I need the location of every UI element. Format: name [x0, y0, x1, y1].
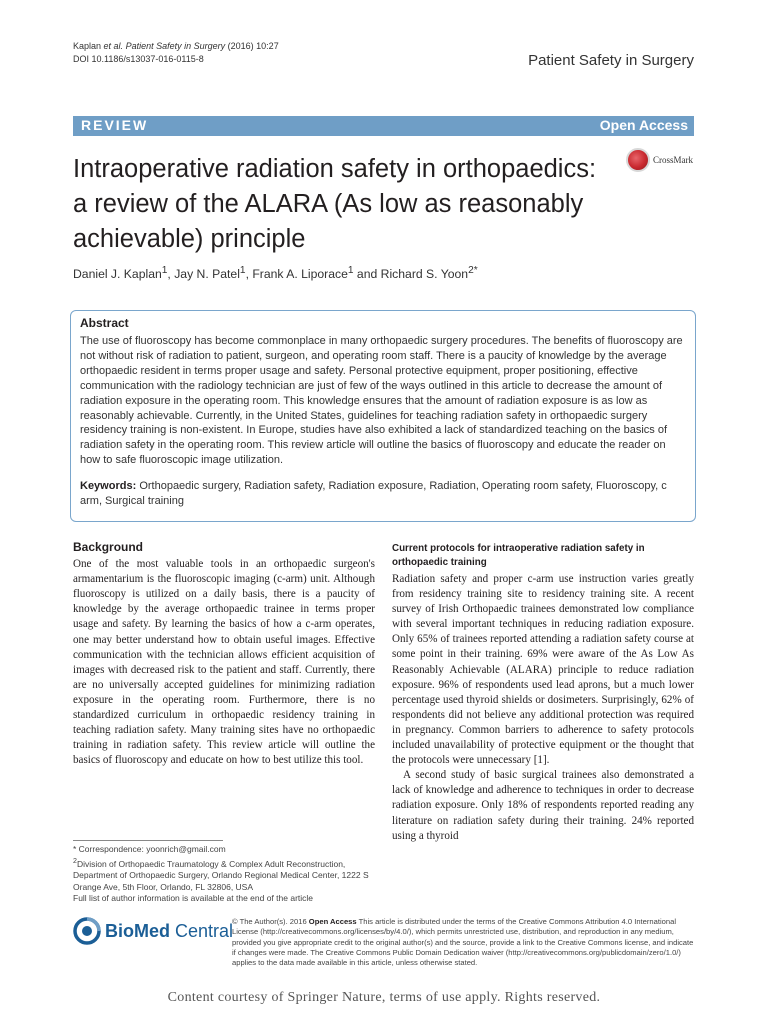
- abstract-heading: Abstract: [80, 316, 129, 330]
- author-separator: ,: [167, 267, 175, 282]
- author-name: Richard S. Yoon: [380, 267, 469, 282]
- journal-name: Patient Safety in Surgery: [528, 52, 694, 69]
- citation-year-volume: (2016) 10:27: [227, 41, 279, 51]
- abstract-box: [70, 310, 696, 522]
- publisher-name-bold: BioMed: [105, 920, 170, 941]
- author-affiliation-sup: 2*: [468, 265, 478, 276]
- author-list: [73, 265, 478, 281]
- author-name: Daniel J. Kaplan: [73, 267, 162, 282]
- section-heading-background: Background: [73, 540, 144, 554]
- author-affiliation-sup: 1: [161, 265, 168, 276]
- author-name: Frank A. Liporace: [252, 267, 348, 282]
- open-access-label: Open Access: [599, 117, 688, 133]
- keywords: [80, 479, 687, 509]
- author-info-note: Full list of author information is available at the end of the article: [73, 893, 314, 904]
- affiliation: [73, 856, 378, 894]
- doi[interactable]: DOI 10.1186/s13037-016-0115-8: [73, 54, 204, 64]
- license-copyright: © The Author(s). 2016: [232, 917, 309, 926]
- license-body: This article is distributed under the terms of the Creative Commons Attribution 4.0 International License (http://creativecommons.org/licenses/by/4.0/), which permits unrestricted use, distribution, and reproduction in any medium, provided you give appropriate credit to the original author(s) and the source, provide a link to the Creative Commons license, and indicate if changes were made. The Creative Commons Public Domain Dedication waiver (http://creativecommons.org/publicdomain/zero/1.0/) applies to the data made available in this article, unless otherwise stated.: [232, 917, 694, 968]
- crossmark-badge[interactable]: [626, 148, 693, 172]
- author-affiliation-sup: 1: [239, 265, 246, 276]
- right-column: [392, 542, 694, 844]
- keywords-list: Orthopaedic surgery, Radiation safety, Radiation exposure, Radiation, Operating room safety, Fluoroscopy, c arm, Surgical training: [80, 480, 667, 508]
- left-column: [73, 540, 375, 768]
- keywords-label: Keywords:: [80, 480, 137, 493]
- citation-journal: Patient Safety in Surgery: [125, 41, 226, 51]
- author-name: Jay N. Patel: [174, 267, 240, 282]
- footnotes: [73, 844, 378, 905]
- abstract-text: The use of fluoroscopy has become commonplace in many orthopaedic surgery procedures. The benefits of fluoroscopy are not without risk of radiation to patient, surgeon, and operating room staff. There is a paucity of knowledge by the average orthopaedic resident in terms proper usage and safety. Personal protective equipment, proper positioning, effective communication with the radiology technician are just of few of the ways outlined in this article to decrease the amount of radiation exposure in the operating room. This knowledge ensures that the amount of radiation exposure is as low as reasonably achievable. Currently, in the United States, guidelines for teaching radiation safety in orthopaedic surgery residency training is non-existent. In Europe, studies have also exhibited a lack of standardized teaching on the basics of radiation safety in the operating room. This review article will outline the basics of fluoroscopy and educate the reader on how to safe fluoroscopic image utilization.: [80, 335, 683, 467]
- crossmark-icon: [626, 148, 650, 172]
- section-heading-current-protocols: Current protocols for intraoperative radiation safety in orthopaedic training: [392, 543, 645, 568]
- courtesy-notice: Content courtesy of Springer Nature, terms of use apply. Rights reserved.: [167, 990, 601, 1005]
- article-type-band: [73, 116, 694, 136]
- biomed-central-icon: [73, 917, 101, 945]
- publisher-name-light: Central: [170, 920, 234, 941]
- footnote-divider: [73, 840, 223, 841]
- article-title: Intraoperative radiation safety in orthopaedics: a review of the ALARA (As low as reasonably achievable) principle: [73, 155, 597, 253]
- citation-block: [73, 40, 279, 66]
- author-affiliation-sup: 1: [347, 265, 354, 276]
- license-open-access: Open Access: [308, 917, 357, 926]
- publisher-logo: [73, 917, 233, 945]
- license-text: [232, 917, 696, 968]
- citation-etal: et al.: [103, 41, 124, 51]
- protocols-paragraph-2: A second study of basic surgical trainees also demonstrated a lack of knowledge and adherence to techniques in order to decrease radiation exposure. Only 18% of respondents reported reading any literature on radiation safety during their training. 24% reported using a thyroid: [392, 769, 694, 842]
- protocols-paragraph-1: Radiation safety and proper c-arm use instruction varies greatly from residency training site to residency training site. A recent survey of Irish Orthopaedic trainees demonstrated low compliance with several important techniques in reducing radiation exposure. Only 65% of trainees reported attending a radiation safety course at some point in their training. 69% were aware of the As Low As Reasonably Achievable (ALARA) principle to reduce radiation exposure. 96% of respondents used lead aprons, but a much lower percentage used thyroid shields or dosimeters. Surprisingly, 62% of respondents did not believe any additional protection was required in pregnancy. Common barriers to adherence to safety protocols included unavailability of protective equipment or the thought that the protocols were unnecessary [1].: [392, 573, 694, 767]
- crossmark-label: CrossMark: [653, 155, 693, 165]
- correspondence: * Correspondence: yoonrich@gmail.com: [73, 844, 226, 854]
- author-separator: and: [353, 267, 381, 282]
- affiliation-text: Division of Orthopaedic Traumatology & Complex Adult Reconstruction, Department of Orthopaedic Surgery, Orlando Regional Medical Center, 1222 S Orange Ave, 5th Floor, Orlando, FL 32806, USA: [73, 858, 369, 892]
- publisher-name: [105, 921, 233, 942]
- citation-line: [73, 40, 279, 53]
- affiliation-sup: 2: [73, 856, 77, 865]
- author-separator: ,: [245, 267, 253, 282]
- background-paragraph: One of the most valuable tools in an orthopaedic surgeon's armamentarium is the fluoroscopic imaging (c-arm) unit. Although fluoroscopy is utilized on a daily basis, there is a paucity of knowledge by the average orthopaedic trainee in terms proper usage and safety. By learning the basics of how a c-arm operates, one may better understand how to obtain useful images. Effective communication with the technician allows efficient acquisition of images with decreased risk to the patient and staff. Currently, there are no universally accepted guidelines for minimizing radiation exposure in the operating room. Furthermore, there is no standardized curriculum in orthopaedic residency training in teaching radiation safety. Many training sites have no orthopaedic training in radiation safety. This review article will outline the basics of fluoroscopy and educate on how to best utilize this tool.: [73, 558, 375, 767]
- article-type-label: REVIEW: [81, 117, 149, 133]
- citation-authors: Kaplan: [73, 41, 102, 51]
